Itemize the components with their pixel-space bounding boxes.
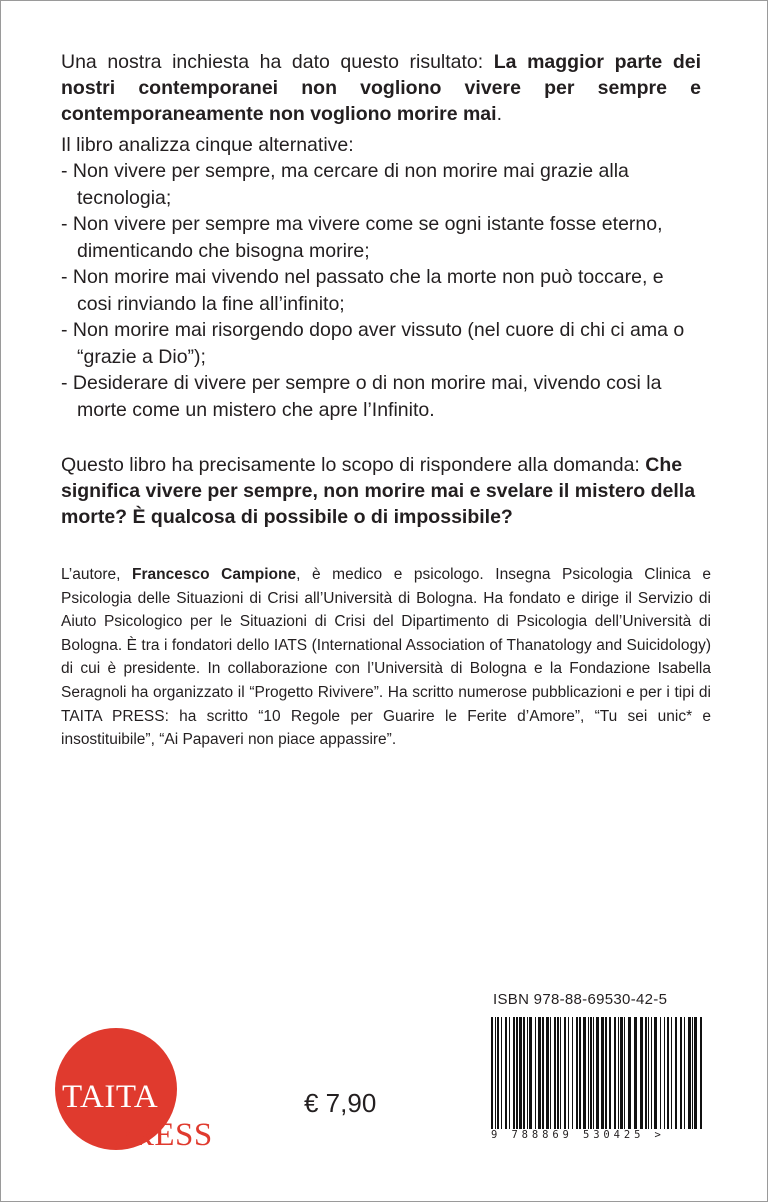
author-lead: L’autore, <box>61 566 133 583</box>
barcode-bar <box>605 1017 607 1129</box>
barcode-bar <box>527 1017 528 1129</box>
barcode-bar <box>505 1017 507 1129</box>
barcode-bar <box>645 1017 647 1129</box>
barcode <box>489 1017 707 1135</box>
intro-paragraph <box>61 49 701 127</box>
barcode-bar <box>671 1017 672 1129</box>
author-name: Francesco Campione <box>132 566 297 583</box>
question-bold: Che significa vivere per sempre, non morire mai e svelare il mistero della morte? È qualcosa di possibile o di impossibile? <box>61 454 696 528</box>
barcode-bar <box>538 1017 541 1129</box>
barcode-bar <box>523 1017 525 1129</box>
author-bio <box>61 563 711 752</box>
barcode-bar <box>583 1017 586 1129</box>
list-item: - Non morire mai risorgendo dopo aver vissuto (nel cuore di chi ci ama o “grazie a Dio”); <box>61 319 685 368</box>
barcode-bar <box>651 1017 652 1129</box>
barcode-bar <box>576 1017 578 1129</box>
intro-tail: . <box>496 103 502 125</box>
barcode-bar <box>501 1017 502 1129</box>
barcode-bar <box>560 1017 561 1129</box>
barcode-bar <box>546 1017 549 1129</box>
barcode-bar <box>596 1017 599 1129</box>
barcode-bar <box>700 1017 702 1129</box>
barcode-bar <box>535 1017 536 1129</box>
barcode-bar <box>550 1017 551 1129</box>
barcode-bar <box>495 1017 496 1129</box>
barcode-bar <box>648 1017 649 1129</box>
price: € 7,90 <box>304 1088 377 1118</box>
barcode-bar <box>593 1017 594 1129</box>
barcode-bar <box>688 1017 691 1129</box>
barcode-bar <box>568 1017 569 1129</box>
barcode-bar <box>601 1017 604 1129</box>
list-item: - Desiderare di vivere per sempre o di non morire mai, vivendo cosi la morte come un mistero che apre l’Infinito. <box>61 372 662 421</box>
barcode-bar <box>680 1017 682 1129</box>
barcode-bar <box>675 1017 677 1129</box>
barcode-bar <box>667 1017 669 1129</box>
barcode-bar <box>491 1017 493 1129</box>
barcode-bar <box>614 1017 616 1129</box>
barcode-bar <box>529 1017 532 1129</box>
barcode-bar <box>579 1017 581 1129</box>
list-item: - Non vivere per sempre, ma cercare di non morire mai grazie alla tecnologia; <box>61 160 629 209</box>
barcode-bar <box>684 1017 685 1129</box>
barcode-bar <box>497 1017 499 1129</box>
author-text: , è medico e psicologo. Insegna Psicologia Clinica e Psicologia delle Situazioni di Crisi all’Università di Bologna. Ha fondato e dirige il Servizio di Aiuto Psicologico per le Situazioni di Crisi del Dipartimento di Psicologia dell’Università di Bologna. È tra i fondatori dello IATS (International Association of Thanatology and Suicidology) di cui è presidente. In collaborazione con l’Università di Bologna e la Fondazione Isabella Seragnoli ha organizzato il “Progetto Rivivere”. Ha scritto numerose pubblicazioni e per i tipi di TAITA PRESS: ha scritto “10 Regole per Guarire le Ferite d’Amore”, “Tu sei unic* e insostituibile”, “Ai Papaveri non piace appassire”. <box>61 566 711 749</box>
barcode-bar <box>513 1017 515 1129</box>
barcode-bar <box>590 1017 592 1129</box>
barcode-digits: 9 788869 530425 > <box>491 1129 665 1141</box>
alternatives-heading: Il libro analizza cinque alternative: <box>61 134 354 156</box>
list-item: - Non morire mai vivendo nel passato che la morte non può toccare, e cosi rinviando la fine all’infinito; <box>61 266 664 315</box>
barcode-bar <box>692 1017 693 1129</box>
barcode-bar <box>564 1017 566 1129</box>
publisher-logo-line2: PRESS <box>113 1117 213 1153</box>
barcode-bar <box>572 1017 573 1129</box>
publisher-logo-line1: TAITA <box>62 1079 159 1115</box>
barcode-bar <box>640 1017 643 1129</box>
barcode-bar <box>516 1017 518 1129</box>
barcode-bar <box>509 1017 510 1129</box>
barcode-bar <box>694 1017 697 1129</box>
barcode-bar <box>628 1017 631 1129</box>
barcode-bar <box>519 1017 522 1129</box>
barcode-bar <box>624 1017 625 1129</box>
question-lead: Questo libro ha precisamente lo scopo di rispondere alla domanda: <box>61 454 646 476</box>
barcode-bar <box>609 1017 611 1129</box>
barcode-bar <box>554 1017 556 1129</box>
barcode-bar <box>588 1017 589 1129</box>
barcode-bar <box>557 1017 559 1129</box>
isbn-label: ISBN 978-88-69530-42-5 <box>493 991 668 1008</box>
barcode-bar <box>634 1017 637 1129</box>
barcode-bar <box>618 1017 619 1129</box>
barcode-bar <box>542 1017 544 1129</box>
barcode-bar <box>654 1017 657 1129</box>
intro-bold: La maggior parte dei nostri contemporanei non vogliono vivere per sempre e contemporaneamente non vogliono morire mai <box>61 51 701 125</box>
barcode-bar <box>620 1017 623 1129</box>
alternatives-list <box>61 158 701 423</box>
barcode-bar <box>660 1017 661 1129</box>
barcode-bar <box>664 1017 665 1129</box>
question-paragraph <box>61 452 701 530</box>
list-item: - Non vivere per sempre ma vivere come se ogni istante fosse eterno, dimenticando che bisogna morire; <box>61 213 663 262</box>
intro-lead: Una nostra inchiesta ha dato questo risultato: <box>61 51 494 73</box>
